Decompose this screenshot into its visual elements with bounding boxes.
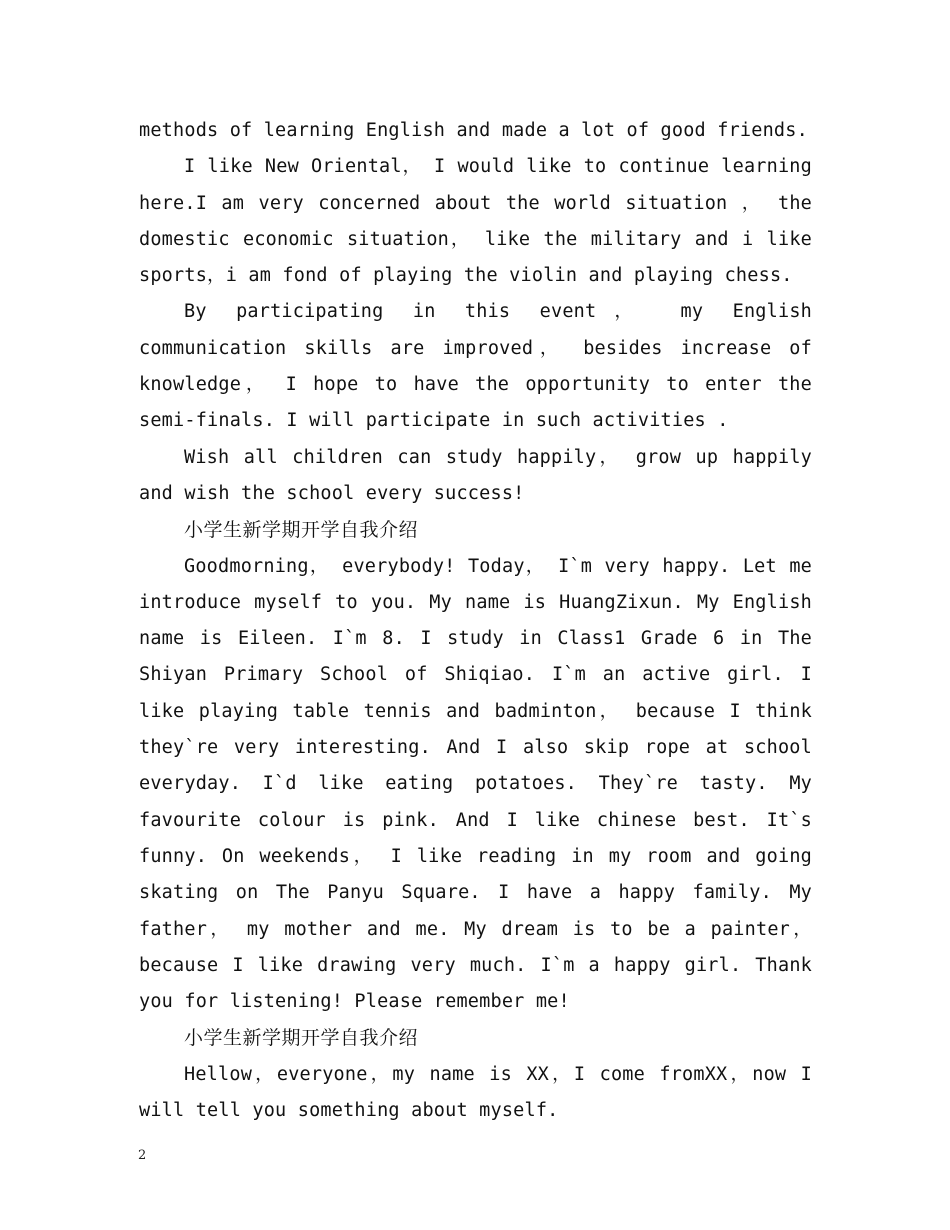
paragraph-new-oriental: I like New Oriental， I would like to continue learning here.I am very concerned about the world situation ， the domestic economic situation， like the military and i like sports，i am fond of playing the violin and playing chess.: [139, 156, 812, 287]
document-body: [139, 113, 812, 1129]
section-heading: 小学生新学期开学自我介绍: [184, 519, 419, 542]
section-heading: 小学生新学期开学自我介绍: [184, 1027, 419, 1050]
paragraph-friends: methods of learning English and made a lot of good friends.: [139, 120, 808, 141]
paragraph-self-introduction: Goodmorning， everybody! Today， I`m very happy. Let me introduce myself to you. My name is HuangZixun. My English name is Eileen. I`m 8. I study in Class1 Grade 6 in The Shiyan Primary School of Shiqiao. I`m an active girl. I like playing table tennis and badminton， because I think they`re very interesting. And I also skip rope at school everyday. I`d like eating potatoes. They`re tasty. My favourite colour is pink. And I like chinese best. It`s funny. On weekends， I like reading in my room and going skating on The Panyu Square. I have a happy family. My father， my mother and me. My dream is to be a painter， because I like drawing very much. I`m a happy girl. Thank you for listening! Please remember me!: [139, 555, 812, 1013]
paragraph-wish: Wish all children can study happily， grow up happily and wish the school every success!: [139, 446, 812, 504]
paragraph-hellow: Hellow，everyone，my name is XX，I come fromXX，now I will tell you something about myself.: [139, 1063, 812, 1122]
page-number: 2: [138, 1148, 147, 1163]
paragraph-event: By participating in this event， my English communication skills are improved， besides increase of knowledge， I hope to have the opportunity to enter the semi-finals. I will participate in such activities .: [139, 301, 812, 432]
